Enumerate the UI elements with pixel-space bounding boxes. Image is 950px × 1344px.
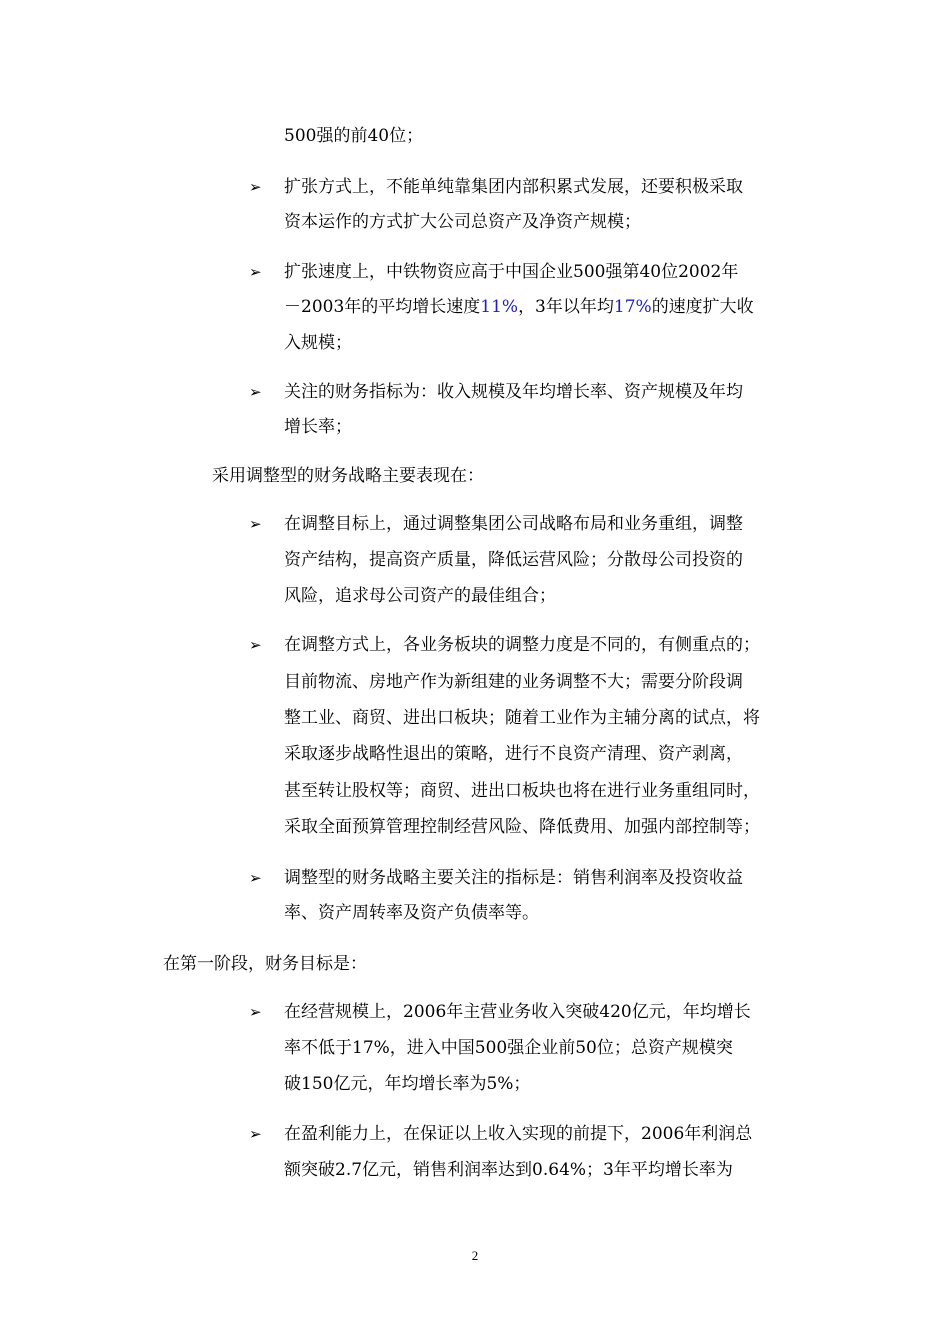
text-line: 资本运作的方式扩大公司总资产及净资产规模； <box>284 212 641 232</box>
text-line: 采取全面预算管理控制经营风险、降低费用、加强内部控制等； <box>284 817 760 837</box>
section-heading: 采用调整型的财务战略主要表现在： <box>212 466 484 486</box>
text-segment: 的速度扩大收 <box>651 297 754 317</box>
bullet-arrow-icon: ➢ <box>249 263 262 281</box>
text-line: 甚至转让股权等；商贸、进出口板块也将在进行业务重组同时， <box>284 781 760 801</box>
text-segment: －2003年的平均增长速度 <box>284 297 481 317</box>
bullet-arrow-icon: ➢ <box>249 1003 262 1021</box>
text-line: 在调整方式上，各业务板块的调整力度是不同的，有侧重点的； <box>284 635 760 655</box>
page-number: 2 <box>471 1248 479 1263</box>
text-line: 关注的财务指标为：收入规模及年均增长率、资产规模及年均 <box>284 382 743 402</box>
text-line: 资产结构，提高资产质量，降低运营风险；分散母公司投资的 <box>284 550 743 570</box>
text-line: 扩张速度上，中铁物资应高于中国企业500强第40位2002年 <box>284 262 739 282</box>
text-line: 增长率； <box>284 417 352 437</box>
text-segment: ，3年以年均 <box>518 297 614 317</box>
bullet-arrow-icon: ➢ <box>249 1125 262 1143</box>
text-line: 在盈利能力上，在保证以上收入实现的前提下，2006年利润总 <box>284 1124 753 1144</box>
section-heading: 在第一阶段，财务目标是： <box>163 954 367 974</box>
text-line: 率、资产周转率及资产负债率等。 <box>284 903 539 923</box>
bullet-arrow-icon: ➢ <box>249 178 262 196</box>
highlight-rate-11: 11% <box>480 297 519 317</box>
text-line: 目前物流、房地产作为新组建的业务调整不大；需要分阶段调 <box>284 672 743 692</box>
bullet-arrow-icon: ➢ <box>249 636 262 654</box>
text-line: 风险，追求母公司资产的最佳组合； <box>284 586 556 606</box>
bullet-arrow-icon: ➢ <box>249 515 262 533</box>
text-line: 额突破2.7亿元，销售利润率达到0.64%；3年平均增长率为 <box>284 1160 733 1180</box>
text-line: 采取逐步战略性退出的策略，进行不良资产清理、资产剥离， <box>284 744 743 764</box>
text-line: 在调整目标上，通过调整集团公司战略布局和业务重组，调整 <box>284 514 743 534</box>
text-line: 率不低于17%，进入中国500强企业前50位；总资产规模突 <box>284 1038 733 1058</box>
bullet-arrow-icon: ➢ <box>249 383 262 401</box>
text-line: 在经营规模上，2006年主营业务收入突破420亿元，年均增长 <box>284 1002 751 1022</box>
text-line-growth-rates <box>284 296 754 318</box>
text-line: 入规模； <box>284 333 352 353</box>
text-line: 扩张方式上，不能单纯靠集团内部积累式发展，还要积极采取 <box>284 177 743 197</box>
text-line: 整工业、商贸、进出口板块；随着工业作为主辅分离的试点，将 <box>284 708 760 728</box>
highlight-rate-17: 17% <box>613 297 652 317</box>
text-line: 500强的前40位； <box>284 126 424 146</box>
text-line: 破150亿元，年均增长率为5%； <box>284 1074 531 1094</box>
text-line: 调整型的财务战略主要关注的指标是：销售利润率及投资收益 <box>284 868 743 888</box>
bullet-arrow-icon: ➢ <box>249 869 262 887</box>
